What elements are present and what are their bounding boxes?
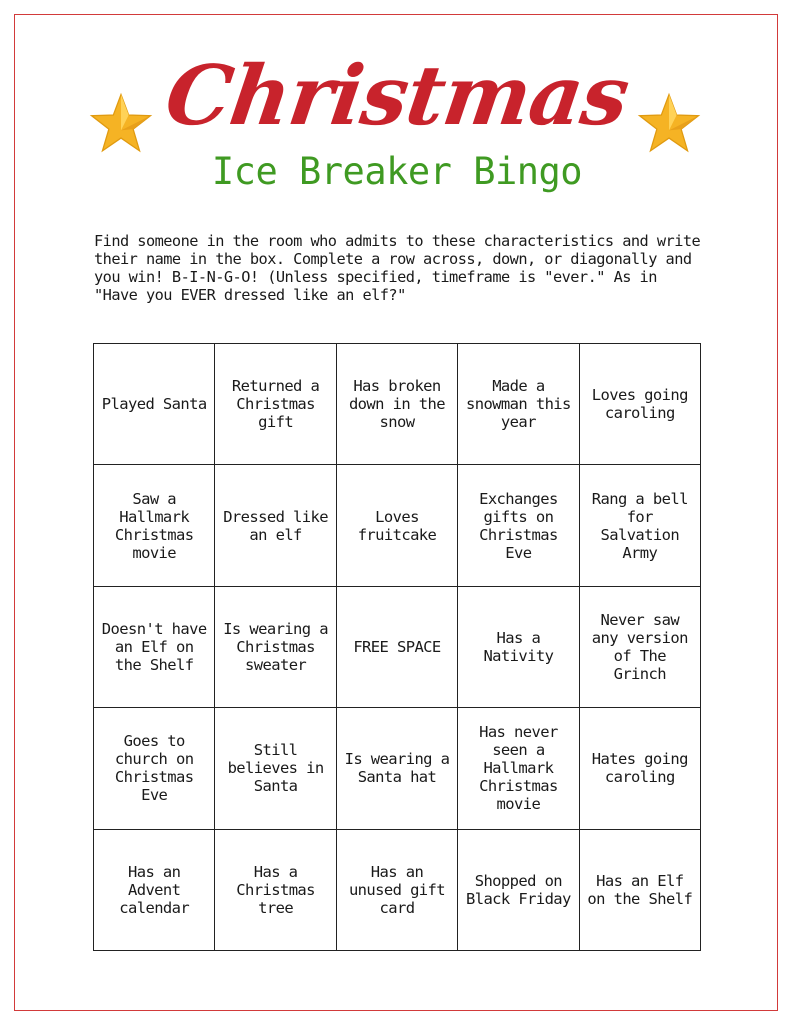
bingo-cell-label: Loves going caroling bbox=[591, 386, 688, 423]
bingo-cell-label: Rang a bell for Salvation Army bbox=[591, 489, 688, 562]
bingo-cell-label: Has broken down in the snow bbox=[348, 377, 446, 432]
bingo-cell[interactable] bbox=[337, 708, 458, 829]
bingo-cell-label: Goes to church on Christmas Eve bbox=[114, 732, 194, 805]
bingo-cell-label: Is wearing a Christmas sweater bbox=[223, 619, 328, 674]
bingo-cell-label: Made a snowman this year bbox=[465, 377, 571, 432]
bingo-cell[interactable] bbox=[458, 465, 579, 586]
bingo-cell[interactable] bbox=[580, 708, 701, 829]
bingo-card bbox=[93, 343, 701, 951]
bingo-cell[interactable] bbox=[580, 587, 701, 708]
bingo-cell[interactable] bbox=[337, 465, 458, 586]
bingo-cell[interactable] bbox=[458, 708, 579, 829]
bingo-cell-label: Saw a Hallmark Christmas movie bbox=[114, 489, 194, 562]
bingo-cell[interactable] bbox=[215, 830, 336, 951]
bingo-cell[interactable] bbox=[94, 587, 215, 708]
bingo-cell-label: Loves fruitcake bbox=[357, 507, 437, 544]
bingo-cell-label: Exchanges gifts on Christmas Eve bbox=[479, 489, 558, 562]
bingo-cell[interactable] bbox=[94, 465, 215, 586]
bingo-cell[interactable] bbox=[94, 344, 215, 465]
bingo-cell[interactable] bbox=[458, 344, 579, 465]
bingo-cell-label: Has a Nativity bbox=[483, 628, 554, 665]
bingo-cell-label: Has an unused gift card bbox=[348, 862, 446, 917]
page-title: Christmas bbox=[160, 48, 634, 144]
bingo-cell-label: Is wearing a Santa hat bbox=[344, 750, 450, 787]
bingo-cell[interactable] bbox=[215, 344, 336, 465]
bingo-cell[interactable] bbox=[580, 465, 701, 586]
bingo-free-space[interactable] bbox=[337, 587, 458, 708]
bingo-cell[interactable] bbox=[337, 344, 458, 465]
bingo-cell[interactable] bbox=[458, 587, 579, 708]
bingo-cell[interactable] bbox=[580, 830, 701, 951]
bingo-cell[interactable] bbox=[215, 465, 336, 586]
bingo-cell[interactable] bbox=[94, 830, 215, 951]
bingo-cell[interactable] bbox=[337, 830, 458, 951]
bingo-cell-label: Played Santa bbox=[101, 395, 207, 414]
bingo-cell[interactable] bbox=[215, 708, 336, 829]
bingo-cell-label: Still believes in Santa bbox=[227, 741, 324, 796]
bingo-cell-label: Has never seen a Hallmark Christmas movie bbox=[479, 723, 558, 814]
bingo-cell[interactable] bbox=[94, 708, 215, 829]
bingo-cell-label: Has a Christmas tree bbox=[236, 862, 315, 917]
bingo-cell[interactable] bbox=[580, 344, 701, 465]
bingo-cell-label: FREE SPACE bbox=[353, 637, 441, 656]
bingo-cell-label: Dressed like an elf bbox=[223, 507, 328, 544]
instructions-text: Find someone in the room who admits to these characteristics and write their name in the box. Complete a row across, down, or diagonally and you win! B-I-N-G-O! (Unless specified, timeframe is "ever." As in "Have you EVER dressed like an elf?" bbox=[94, 232, 701, 304]
bingo-cell[interactable] bbox=[215, 587, 336, 708]
bingo-cell-label: Shopped on Black Friday bbox=[465, 871, 571, 908]
bingo-cell-label: Has an Advent calendar bbox=[119, 862, 190, 917]
bingo-cell-label: Hates going caroling bbox=[591, 750, 688, 787]
bingo-cell-label: Returned a Christmas gift bbox=[231, 377, 320, 432]
bingo-cell-label: Doesn't have an Elf on the Shelf bbox=[101, 619, 207, 674]
bingo-cell[interactable] bbox=[458, 830, 579, 951]
bingo-cell-label: Never saw any version of The Grinch bbox=[591, 610, 688, 683]
page-subtitle: Ice Breaker Bingo bbox=[211, 150, 583, 193]
bingo-cell-label: Has an Elf on the Shelf bbox=[587, 871, 693, 908]
